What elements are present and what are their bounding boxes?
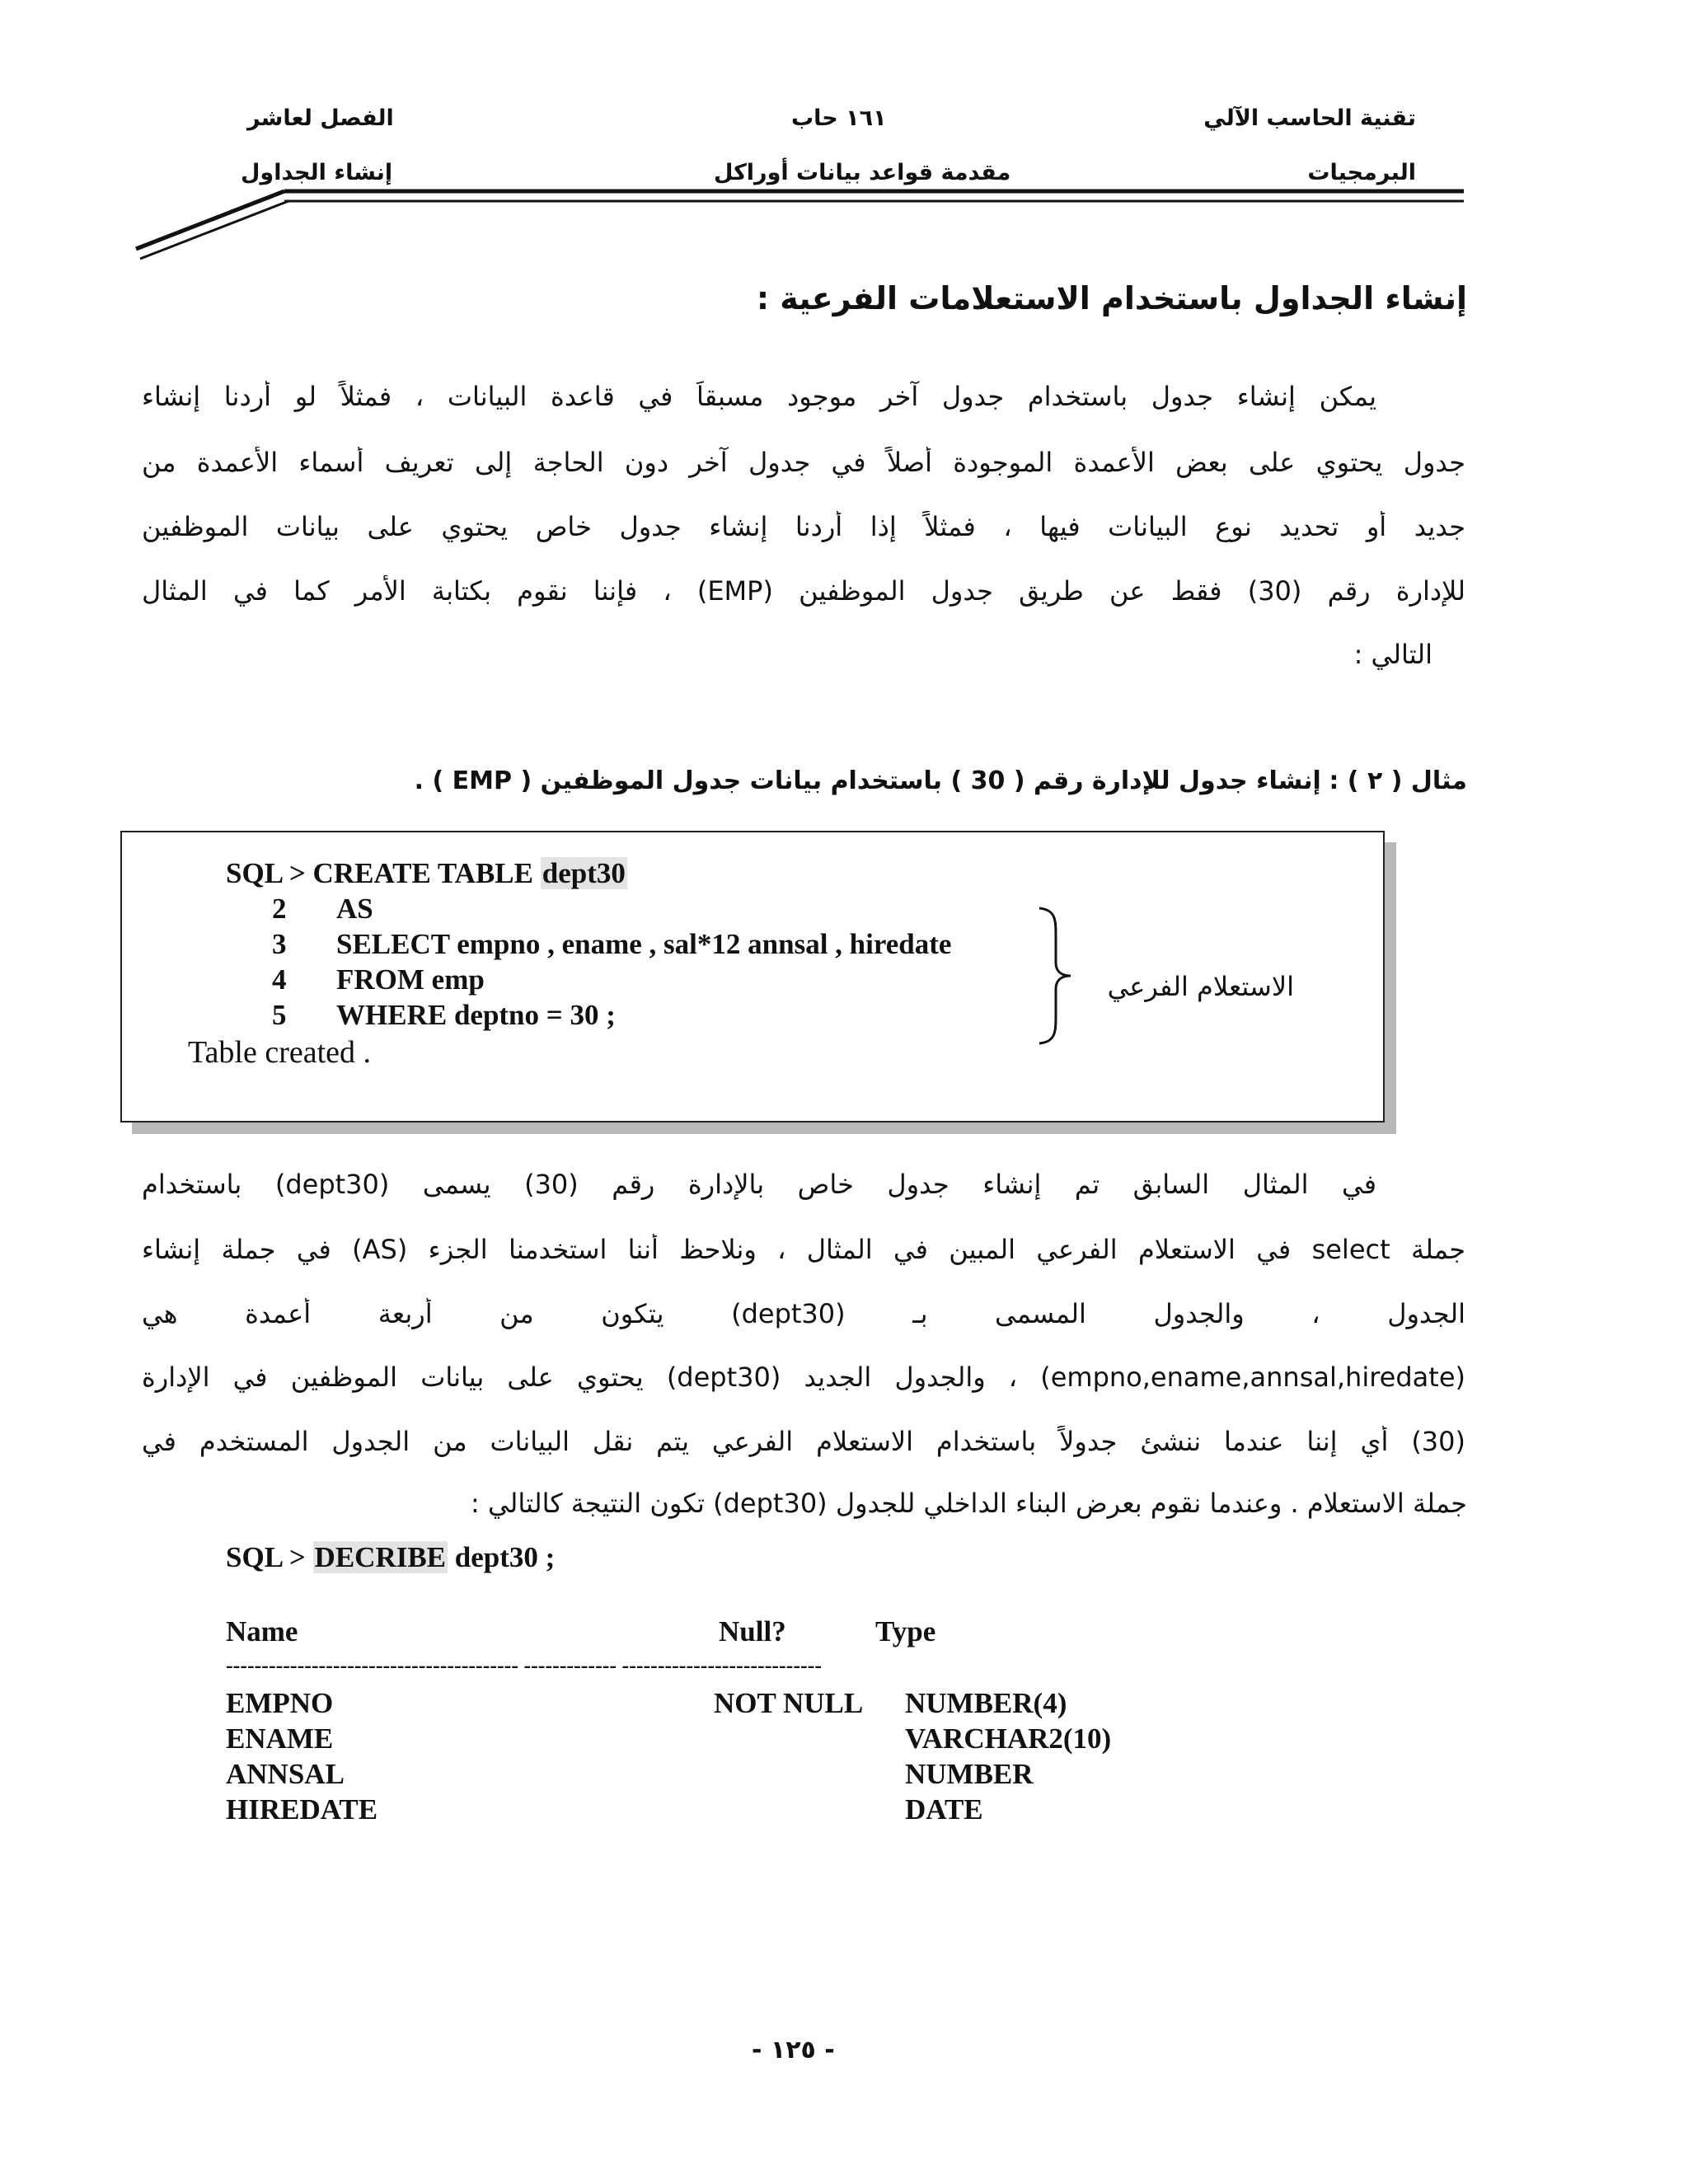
code-line-3 <box>272 928 952 961</box>
describe-separator: ----------------------------------------- ------------- ---------------------------- <box>226 1653 822 1677</box>
describe-keyword: DECRIBE <box>314 1541 447 1573</box>
code-line-number: 5 <box>272 999 287 1031</box>
explain-line-2: جملة select في الاستعلام الفرعي المبين في المثال ، ونلاحظ أننا استخدمنا الجزء (AS) في جملة إنشاء <box>142 1234 1465 1265</box>
code-line-1-prefix: SQL > CREATE TABLE <box>226 857 541 889</box>
brace-icon <box>1034 905 1076 1047</box>
code-line-text: WHERE deptno = 30 ; <box>336 999 616 1031</box>
intro-line-1: يمكن إنشاء جدول باستخدام جدول آخر موجود مسبقاً في قاعدة البيانات ، فمثلاً لو أردنا إنشاء <box>142 381 1376 412</box>
table-row-name: EMPNO <box>226 1687 334 1719</box>
explain-line-6: جملة الاستعلام . وعندما نقوم بعرض البناء الداخلي للجدول (dept30) تكون النتيجة كالتالي : <box>471 1488 1467 1519</box>
explain-line-3: الجدول ، والجدول المسمى بـ (dept30) يتكون من أربعة أعمدة هي <box>142 1298 1465 1329</box>
code-line-number: 2 <box>272 893 287 925</box>
code-line-number: 3 <box>272 928 287 960</box>
table-row-type: NUMBER(4) <box>905 1687 1067 1719</box>
code-line-4 <box>272 963 485 996</box>
describe-header-null: Null? <box>719 1615 786 1647</box>
brace-label: الاستعلام الفرعي <box>1107 971 1294 1002</box>
example-heading <box>415 766 1467 795</box>
code-line-text: SELECT empno , ename , sal*12 annsal , hiredate <box>336 928 952 960</box>
header-rule <box>0 0 1688 272</box>
table-row-type: NUMBER <box>905 1758 1034 1790</box>
code-line-text: AS <box>336 893 373 925</box>
code-result: Table created . <box>188 1035 372 1070</box>
describe-header-type: Type <box>875 1615 936 1647</box>
intro-line-5: التالي : <box>1353 639 1432 670</box>
code-line-2 <box>272 893 373 926</box>
explain-line-1: في المثال السابق تم إنشاء جدول خاص بالإدارة رقم (30) يسمى (dept30) باستخدام <box>142 1169 1376 1200</box>
explain-line-4: (empno,ename,annsal,hiredate) ، والجدول الجديد (dept30) يحتوي على بيانات الموظفين في الإدارة <box>142 1361 1465 1393</box>
header-chapter: الفصل لعاشر <box>247 105 394 131</box>
intro-line-4: للإدارة رقم (30) فقط عن طريق جدول الموظفين (EMP) ، فإننا نقوم بكتابة الأمر كما في المثال <box>142 575 1465 607</box>
page-number: - ١٢٥ - <box>752 2036 835 2064</box>
intro-line-2: جدول يحتوي على بعض الأعمدة الموجودة أصلاً في جدول آخر دون الحاجة إلى تعريف أسماء الأعمدة من <box>142 447 1465 478</box>
code-line-5 <box>272 999 616 1032</box>
example-text: إنشاء جدول للإدارة رقم ( 30 ) باستخدام بيانات جدول الموظفين ( EMP ) . <box>414 766 1321 795</box>
describe-header-name: Name <box>226 1615 298 1647</box>
table-row-type: DATE <box>905 1793 983 1825</box>
code-table-name: dept30 <box>542 857 626 889</box>
intro-line-3: جديد أو تحديد نوع البيانات فيها ، فمثلاً إذا أردنا إنشاء جدول خاص يحتوي على بيانات الموظفين <box>142 511 1465 542</box>
describe-table: dept30 ; <box>448 1541 556 1573</box>
code-line-text: FROM emp <box>336 963 485 996</box>
code-line-1 <box>226 857 627 890</box>
example-label: مثال ( ٢ ) : <box>1329 766 1467 795</box>
describe-prefix: SQL > <box>226 1541 313 1573</box>
explain-line-5: (30) أي إننا عندما ننشئ جدولاً باستخدام الاستعلام الفرعي يتم نقل البيانات من الجدول المستخدم في <box>142 1426 1465 1457</box>
header-course-code: ١٦١ حاب <box>791 105 887 131</box>
header-book-title: مقدمة قواعد بيانات أوراكل <box>714 160 1011 185</box>
table-row-null: NOT NULL <box>714 1687 864 1719</box>
header-chapter-title: إنشاء الجداول <box>241 160 393 185</box>
section-title: إنشاء الجداول باستخدام الاستعلامات الفرعية : <box>756 280 1467 316</box>
describe-command <box>226 1541 555 1574</box>
header-course: تقنية الحاسب الآلي <box>1203 105 1416 131</box>
header-major: البرمجيات <box>1307 160 1416 185</box>
table-row-name: ANNSAL <box>226 1758 345 1790</box>
table-row-type: VARCHAR2(10) <box>905 1722 1112 1755</box>
table-row-name: HIREDATE <box>226 1793 378 1825</box>
table-row-name: ENAME <box>226 1722 334 1755</box>
code-line-number: 4 <box>272 963 287 996</box>
